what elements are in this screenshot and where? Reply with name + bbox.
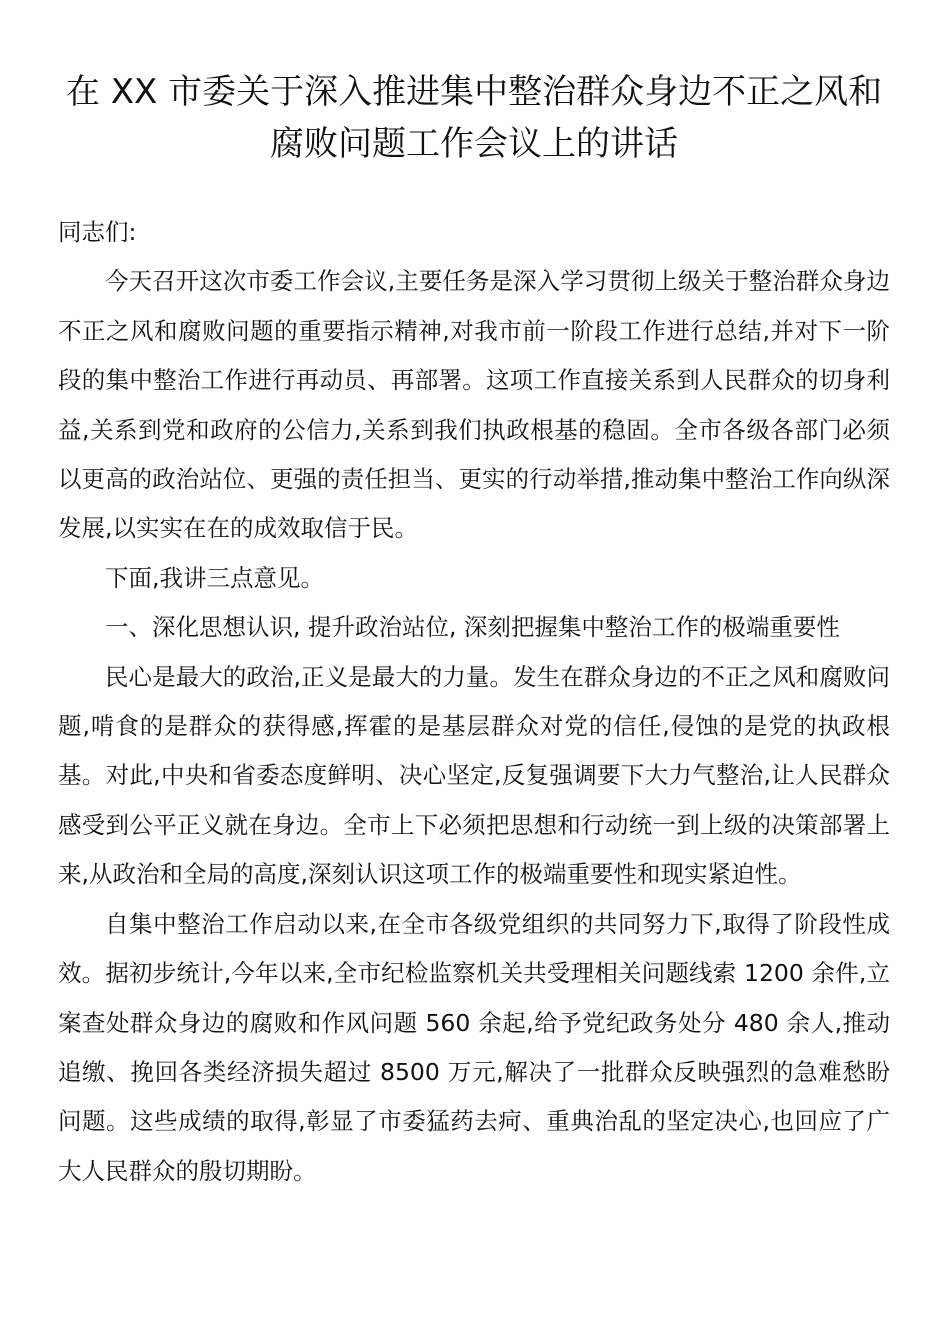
paragraph-section-1-b: 自集中整治工作启动以来,在全市各级党组织的共同努力下,取得了阶段性成效。据初步统计,今年以来,全市纪检监察机关共受理相关问题线索 1200 余件,立案查处群众身边的腐败和作风问题 560 余起,给予党纪政务处分 480 余人,推动追缴、挽回各类经济损失超过 8500 万元,解决了一批群众反映强烈的急难愁盼问题。这些成绩的取得,彰显了市委猛药去疴、重典治乱的坚定决心,也回应了广大人民群众的殷切期盼。 bbox=[58, 909, 890, 1185]
document-body bbox=[58, 208, 890, 1196]
title-line-2: 腐败问题工作会议上的讲话 bbox=[270, 124, 678, 164]
title-line-1: 在 XX 市委关于深入推进集中整治群众身边不正之风和 bbox=[65, 72, 883, 112]
paragraph-transition: 下面,我讲三点意见。 bbox=[105, 563, 324, 592]
section-heading-1: 一、深化思想认识, 提升政治站位, 深刻把握集中整治工作的极端重要性 bbox=[105, 613, 840, 642]
document-title bbox=[58, 66, 890, 170]
paragraph-section-1-a: 民心是最大的政治,正义是最大的力量。发生在群众身边的不正之风和腐败问题,啃食的是群众的获得感,挥霍的是基层群众对党的信任,侵蚀的是党的执政根基。对此,中央和省委态度鲜明、决心坚定,反复强调要下大力气整治,让人民群众感受到公平正义就在身边。全市上下必须把思想和行动统一到上级的决策部署上来,从政治和全局的高度,深刻认识这项工作的极端重要性和现实紧迫性。 bbox=[58, 662, 890, 889]
salutation: 同志们: bbox=[58, 218, 137, 246]
paragraph-intro: 今天召开这次市委工作会议,主要任务是深入学习贯彻上级关于整治群众身边不正之风和腐败问题的重要指示精神,对我市前一阶段工作进行总结,并对下一阶段的集中整治工作进行再动员、再部署。这项工作直接关系到人民群众的切身利益,关系到党和政府的公信力,关系到我们执政根基的稳固。全市各级各部门必须以更高的政治站位、更强的责任担当、更实的行动举措,推动集中整治工作向纵深发展,以实实在在的成效取信于民。 bbox=[58, 267, 890, 543]
